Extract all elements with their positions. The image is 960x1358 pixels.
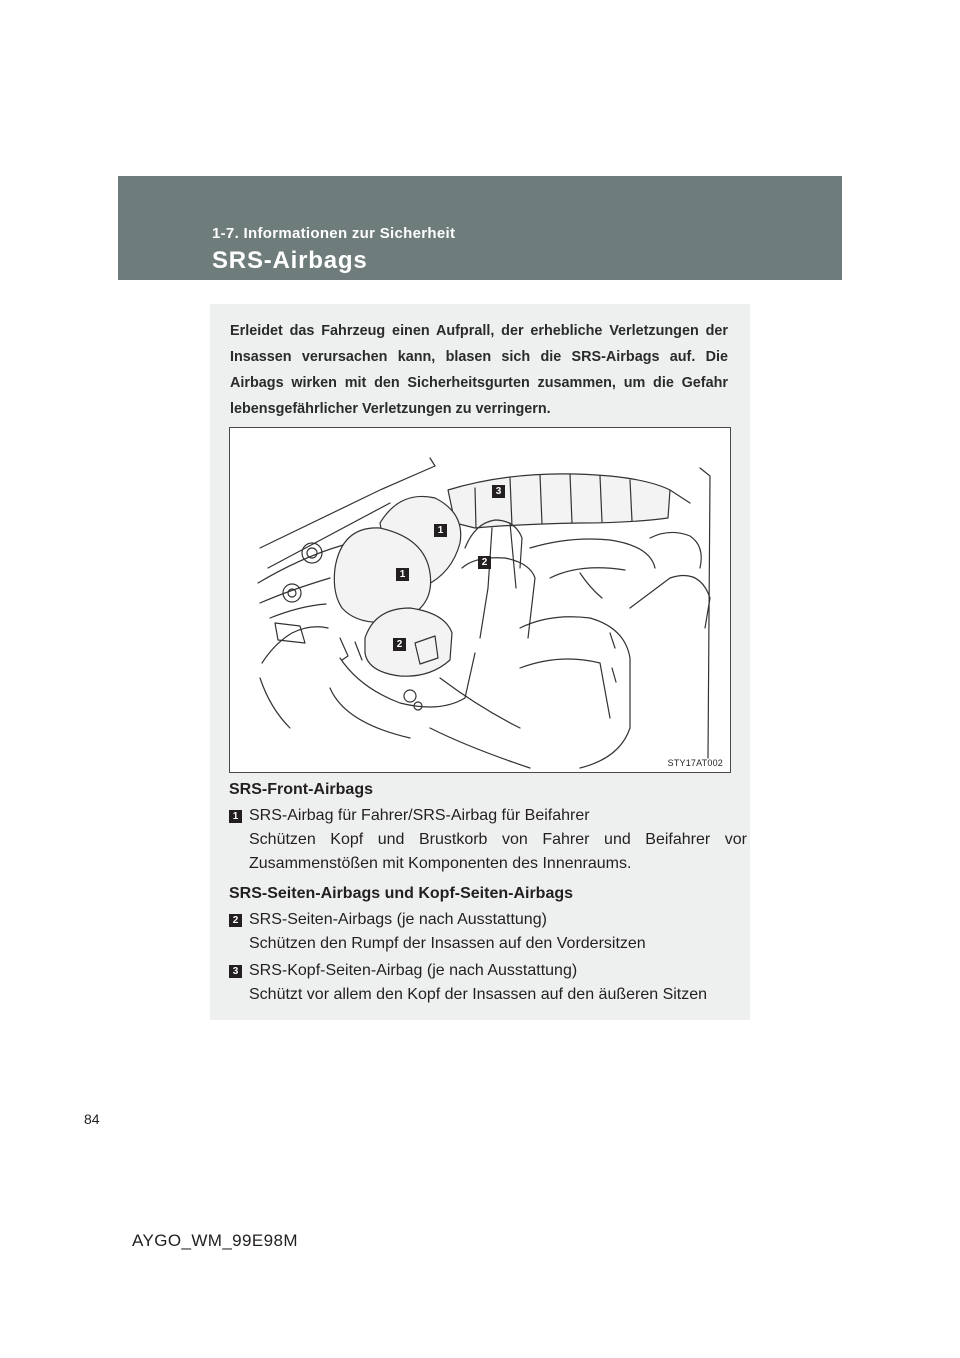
item-description: Schützt vor allem den Kopf der Insassen auf den äußeren Sitzen xyxy=(249,986,708,1003)
header-bar xyxy=(118,176,842,280)
item-number-badge: 2 xyxy=(229,914,242,927)
item-title: SRS-Airbag für Fahrer/SRS-Airbag für Beifahrer xyxy=(249,807,590,824)
item-title: SRS-Seiten-Airbags (je nach Ausstattung) xyxy=(249,911,547,928)
figure-code: STY17AT002 xyxy=(667,758,723,768)
intro-paragraph: Erleidet das Fahrzeug einen Aufprall, der erhebliche Verletzungen der Insassen verursachen kann, blasen sich die SRS-Airbags auf. Die Airbags wirken mit den Sicherheitsgurten zusammen, um die Gefahr lebensgefährlicher Verletzungen zu verringern. xyxy=(230,323,728,417)
item-description: Schützen Kopf und Brustkorb von Fahrer und Beifahrer vor Zusammenstößen mit Komponenten des Innenraums. xyxy=(249,831,747,872)
callout-1-driver: 1 xyxy=(396,568,409,581)
item-number-badge: 1 xyxy=(229,810,242,823)
item-description: Schützen den Rumpf der Insassen auf den Vordersitzen xyxy=(249,935,646,952)
airbag-illustration xyxy=(229,427,731,773)
callout-3: 3 xyxy=(492,485,505,498)
car-interior-drawing xyxy=(230,428,731,773)
section-label: 1-7. Informationen zur Sicherheit xyxy=(212,225,456,242)
document-code: AYGO_WM_99E98M xyxy=(132,1231,298,1250)
section-heading-side-airbags: SRS-Seiten-Airbags und Kopf-Seiten-Airbags xyxy=(229,885,574,902)
content-box xyxy=(210,304,750,1020)
page-title: SRS-Airbags xyxy=(212,247,368,274)
section-heading-front-airbags: SRS-Front-Airbags xyxy=(229,781,373,798)
item-number-badge: 3 xyxy=(229,965,242,978)
callout-2-side: 2 xyxy=(393,638,406,651)
page-number: 84 xyxy=(84,1111,100,1127)
callout-2-seatback: 2 xyxy=(478,556,491,569)
item-title: SRS-Kopf-Seiten-Airbag (je nach Ausstattung) xyxy=(249,962,578,979)
callout-1-passenger: 1 xyxy=(434,524,447,537)
